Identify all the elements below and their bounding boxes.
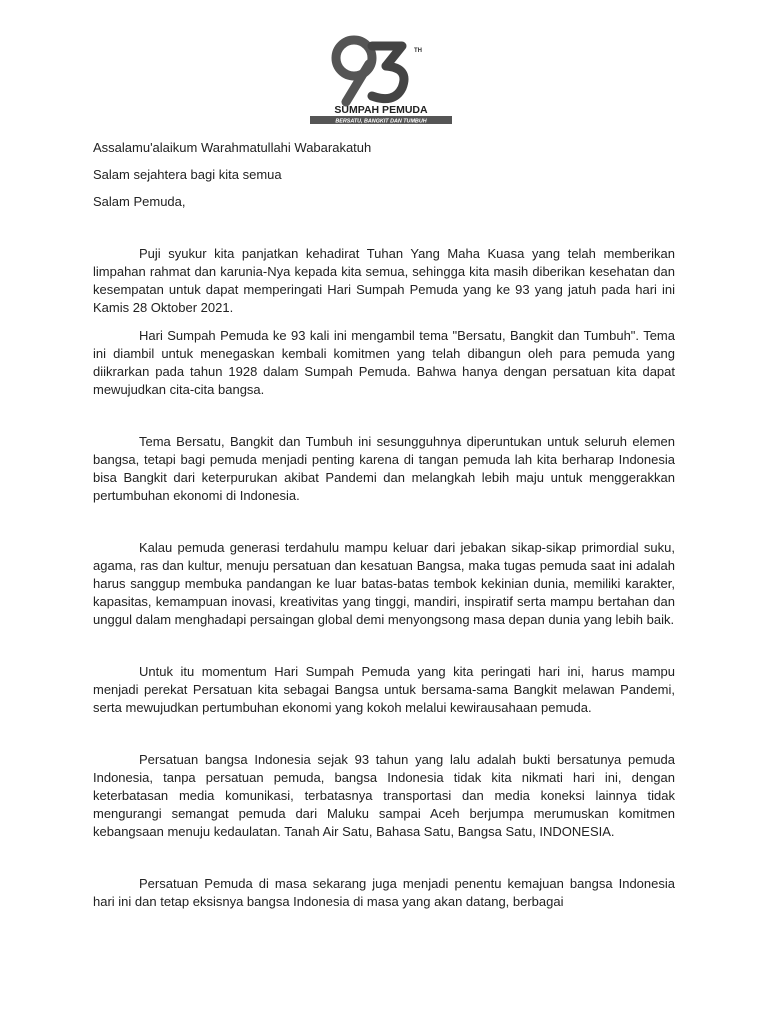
logo-tagline: BERSATU, BANGKIT DAN TUMBUH (335, 118, 427, 124)
greeting-line: Assalamu'alaikum Warahmatullahi Wabarakatuh (93, 140, 372, 155)
body-paragraph: Persatuan bangsa Indonesia sejak 93 tahun yang lalu adalah bukti bersatunya pemuda Indonesia, tanpa persatuan pemuda, bangsa Indonesia tidak kita nikmati hari ini, dengan keterbatasan media komunikasi, terbatasnya transportasi dan media koneksi lainnya tidak mengurangi semangat pemuda dari Maluku sampai Aceh berjumpa merumuskan komitmen kebangsaan menuju kedaulatan. Tanah Air Satu, Bahasa Satu, Bangsa Satu, INDONESIA. (93, 752, 675, 839)
logo-number-mark (336, 40, 404, 102)
sumpah-pemuda-logo (306, 28, 456, 124)
greeting-line: Salam sejahtera bagi kita semua (93, 167, 282, 182)
logo-title: SUMPAH PEMUDA (334, 104, 428, 116)
body-paragraph: Hari Sumpah Pemuda ke 93 kali ini mengambil tema "Bersatu, Bangkit dan Tumbuh". Tema ini diambil untuk menegaskan kembali komitmen yang telah dibangun oleh para pemuda yang diikrarkan pada tahun 1928 dalam Sumpah Pemuda. Bahwa hanya dengan persatuan kita dapat mewujudkan cita-cita bangsa. (93, 328, 675, 397)
body-paragraph: Puji syukur kita panjatkan kehadirat Tuhan Yang Maha Kuasa yang telah memberikan limpahan rahmat dan karunia-Nya kepada kita semua, sehingga kita masih diberikan kesehatan dan kesempatan untuk dapat memperingati Hari Sumpah Pemuda yang ke 93 yang jatuh pada hari ini Kamis 28 Oktober 2021. (93, 246, 675, 315)
body-paragraph: Persatuan Pemuda di masa sekarang juga menjadi penentu kemajuan bangsa Indonesia hari ini dan tetap eksisnya bangsa Indonesia di masa yang akan datang, berbagai (93, 876, 675, 909)
greeting-line: Salam Pemuda, (93, 194, 186, 209)
body-paragraph: Kalau pemuda generasi terdahulu mampu keluar dari jebakan sikap-sikap primordial suku, agama, ras dan kultur, menuju persatuan dan kesatuan Bangsa, maka tugas pemuda saat ini adalah harus sanggup membuka pandangan ke luar batas-batas tembok kekinian dunia, memiliki karakter, kapasitas, kemampuan inovasi, kreativitas yang tinggi, mandiri, inspiratif serta mampu bertahan dan unggul dalam menghadapi persaingan global demi menyongsong masa depan dunia yang lebih baik. (93, 540, 675, 627)
logo-superscript: TH (414, 48, 422, 54)
body-paragraph: Untuk itu momentum Hari Sumpah Pemuda yang kita peringati hari ini, harus mampu menjadi perekat Persatuan kita sebagai Bangsa untuk bersama-sama Bangkit melawan Pandemi, serta mewujudkan pertumbuhan ekonomi yang kokoh melalui kewirausahaan pemuda. (93, 664, 675, 715)
body-paragraph: Tema Bersatu, Bangkit dan Tumbuh ini sesungguhnya diperuntukan untuk seluruh elemen bangsa, tetapi bagi pemuda menjadi penting karena di tangan pemuda lah kita berharap Indonesia bisa Bangkit dari keterpurukan akibat Pandemi dan melangkah lebih maju untuk menggerakkan pertumbuhan ekonomi di Indonesia. (93, 434, 675, 503)
letter-body (93, 139, 675, 921)
